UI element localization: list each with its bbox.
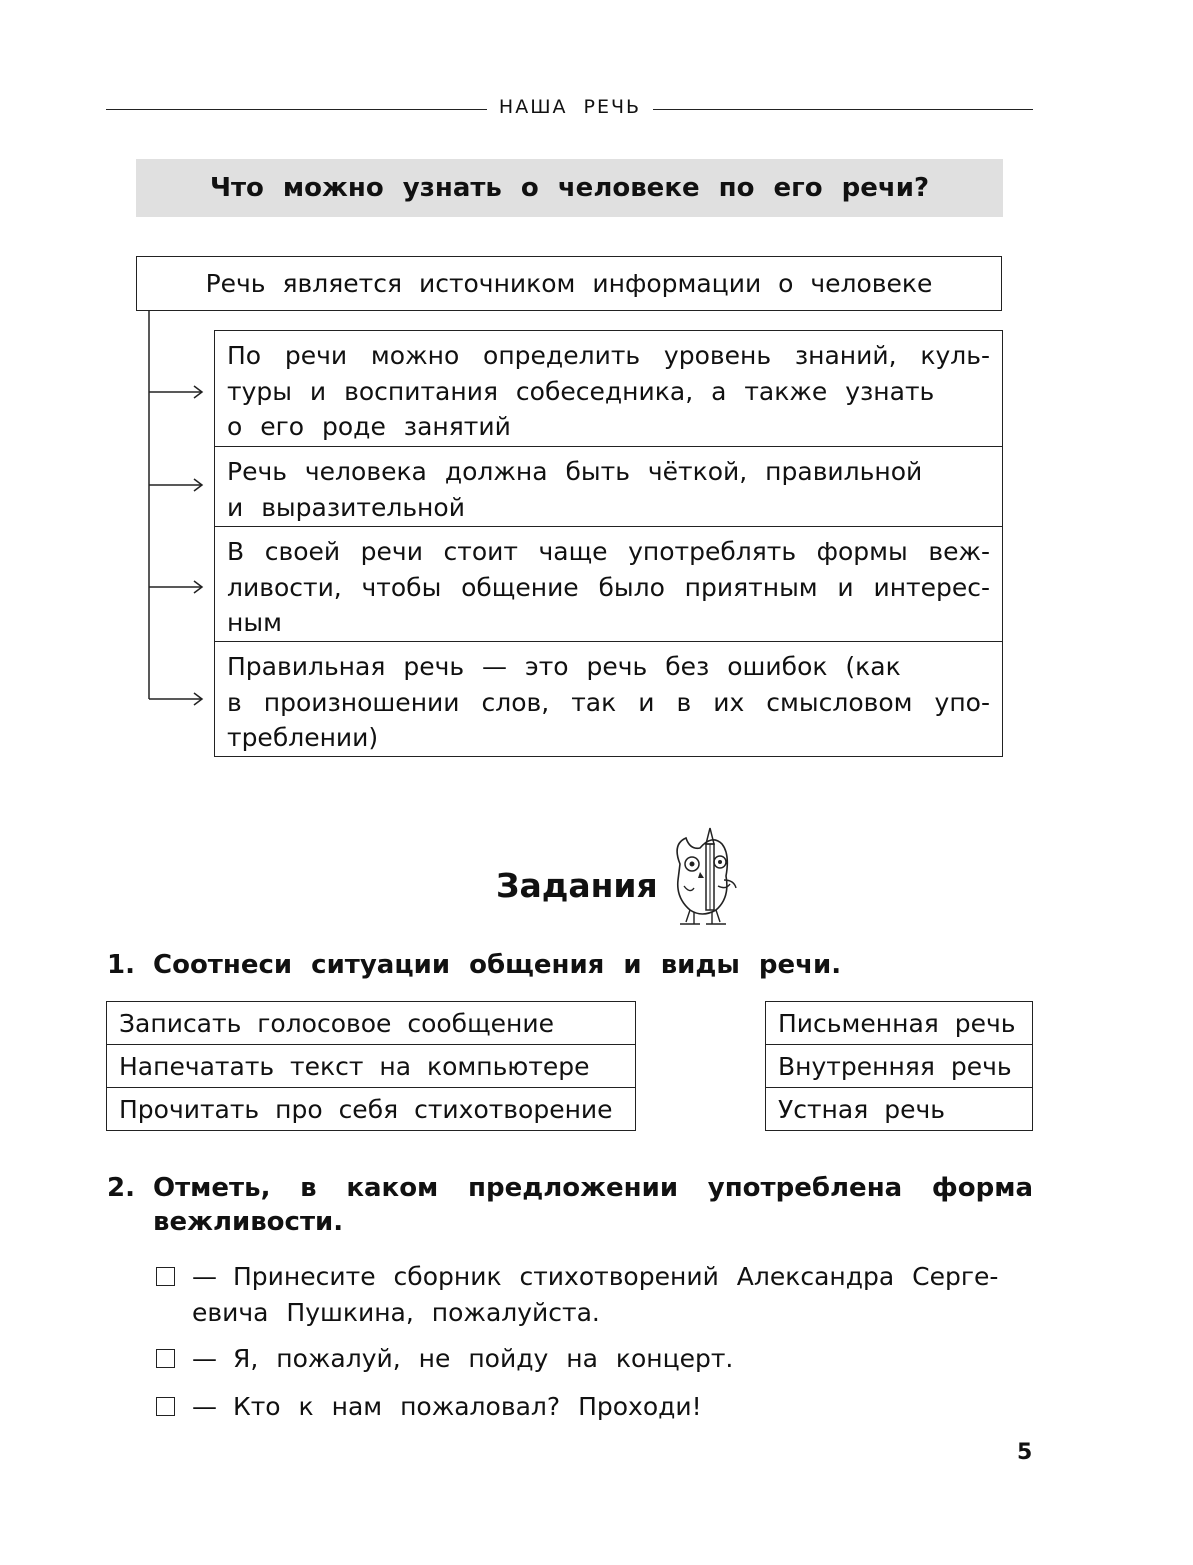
checkbox[interactable]	[156, 1397, 175, 1416]
speech-type-cell[interactable]: Внутренняя речь	[766, 1045, 1033, 1088]
arrow-icon	[149, 693, 202, 705]
table-row	[107, 1002, 636, 1045]
task-1-heading: 1. Соотнеси ситуации общения и виды речи.	[107, 950, 842, 980]
table-row	[766, 1002, 1033, 1045]
arrow-icon	[149, 386, 202, 398]
task-2-heading: 2. Отметь, в каком предложении употреблена форма вежливости.	[107, 1173, 1033, 1237]
arrow-icon	[149, 479, 202, 491]
tasks-heading: Задания	[496, 866, 658, 905]
table-row	[107, 1088, 636, 1131]
arrow-icon	[149, 581, 202, 593]
page-title: Что можно узнать о человеке по его речи?	[136, 159, 1003, 217]
option-3: — Кто к нам пожаловал? Проходи!	[156, 1389, 702, 1425]
section-header: НАША РЕЧЬ	[498, 96, 642, 118]
situations-table	[106, 1001, 636, 1131]
diagram-main-box: Речь является источником информации о человеке	[136, 256, 1002, 311]
table-row	[766, 1045, 1033, 1088]
table-row	[766, 1088, 1033, 1131]
speech-type-cell[interactable]: Устная речь	[766, 1088, 1033, 1131]
owl-pencil-icon	[660, 824, 744, 930]
checkbox[interactable]	[156, 1349, 175, 1368]
option-1: — Принесите сборник стихотворений Александра Серге- евича Пушкина, пожалуйста.	[156, 1259, 998, 1331]
page-number: 5	[1017, 1440, 1033, 1465]
diagram-item-knowledge: По речи можно определить уровень знаний, куль- туры и воспитания собеседника, а также узнать о его роде занятий	[214, 330, 1003, 447]
table-row	[107, 1045, 636, 1088]
diagram-item-clarity: Речь человека должна быть чёткой, правильной и выразительной	[214, 446, 1003, 527]
situation-cell[interactable]: Прочитать про себя стихотворение	[107, 1088, 636, 1131]
option-2: — Я, пожалуй, не пойду на концерт.	[156, 1341, 733, 1377]
situation-cell[interactable]: Напечатать текст на компьютере	[107, 1045, 636, 1088]
situation-cell[interactable]: Записать голосовое сообщение	[107, 1002, 636, 1045]
speech-types-table	[765, 1001, 1033, 1131]
checkbox[interactable]	[156, 1267, 175, 1286]
diagram-item-correct-speech: Правильная речь — это речь без ошибок (как в произношении слов, так и в их смысловом упо- треблении)	[214, 641, 1003, 757]
diagram-item-politeness: В своей речи стоит чаще употреблять формы веж- ливости, чтобы общение было приятным и интерес- ным	[214, 526, 1003, 642]
speech-type-cell[interactable]: Письменная речь	[766, 1002, 1033, 1045]
